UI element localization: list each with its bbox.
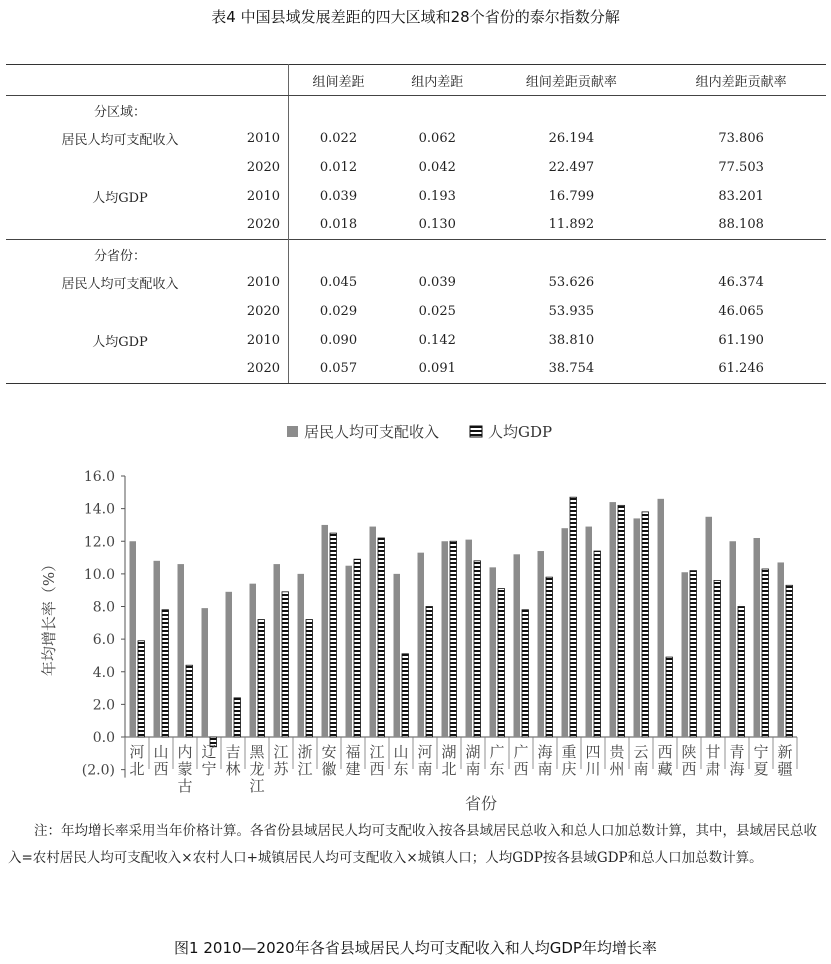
- year-cell: 2010: [234, 269, 289, 298]
- year-cell: 2010: [234, 326, 289, 355]
- y-tick-label: 12.0: [83, 534, 115, 551]
- table-row: [6, 297, 826, 326]
- x-tick-label: 青海: [729, 743, 745, 778]
- bar-income: [730, 541, 737, 737]
- value-cell: 0.012: [319, 159, 358, 175]
- y-axis-title: 年均增长率（%）: [40, 556, 58, 677]
- value-cell: 46.374: [718, 275, 764, 291]
- value-cell: 11.892: [548, 217, 595, 233]
- table-row: [6, 269, 826, 298]
- bar-income: [442, 541, 449, 737]
- value-cell: 0.130: [418, 217, 456, 233]
- header-cell: 组间差距: [289, 65, 388, 96]
- x-tick-label: 宁夏: [753, 743, 769, 778]
- x-tick-label: 浙江: [297, 743, 313, 778]
- bar-gdp: [138, 641, 145, 737]
- y-tick-label: 6.0: [92, 632, 115, 649]
- value-cell: 0.039: [319, 188, 358, 204]
- bar-gdp: [714, 580, 721, 737]
- value-cell: 0.057: [289, 354, 388, 383]
- value-cell: 0.042: [418, 159, 456, 175]
- empty-cell: [289, 96, 827, 125]
- value-cell: 61.246: [656, 354, 826, 383]
- value-cell: 22.497: [548, 159, 595, 175]
- bar-income: [610, 502, 617, 737]
- bar-gdp: [498, 589, 505, 737]
- bar-income: [466, 540, 473, 737]
- theil-index-table: [6, 64, 826, 384]
- year-cell: [234, 239, 289, 268]
- bar-income: [130, 541, 137, 737]
- x-tick-label: 安徽: [321, 743, 337, 778]
- bar-gdp: [474, 561, 481, 737]
- y-tick-label: 10.0: [83, 566, 115, 583]
- x-tick-label: 江苏: [273, 743, 289, 778]
- table-row: [6, 354, 826, 383]
- x-tick-label: 贵州: [609, 743, 625, 778]
- legend-gdp-label: 人均GDP: [488, 423, 553, 441]
- value-cell: 0.018: [319, 217, 358, 233]
- bar-gdp: [522, 610, 529, 737]
- growth-rate-bar-chart: [0, 410, 831, 820]
- x-tick-label: 山东: [393, 743, 409, 778]
- bar-gdp: [642, 512, 649, 737]
- x-tick-label: 河北: [129, 743, 145, 778]
- value-cell: 46.065: [718, 303, 764, 319]
- group-label-row: [6, 239, 826, 268]
- bar-gdp: [306, 620, 313, 737]
- bar-income: [682, 572, 689, 737]
- value-cell: 0.022: [319, 131, 358, 147]
- x-tick-label: 云南: [633, 743, 649, 778]
- indicator-cell: 人均GDP: [92, 190, 148, 206]
- x-tick-label: 内蒙古: [177, 743, 193, 795]
- year-cell: 2020: [234, 153, 289, 182]
- bar-gdp: [330, 533, 337, 737]
- bar-gdp: [762, 569, 769, 737]
- header-blank: [234, 65, 289, 96]
- indicator-cell: 居民人均可支配收入: [61, 277, 179, 293]
- group-label-row: [6, 96, 826, 125]
- bar-income: [346, 566, 353, 737]
- bar-income: [658, 499, 665, 737]
- year-cell: 2020: [234, 210, 289, 239]
- bar-gdp: [618, 505, 625, 737]
- chart-legend: [287, 423, 552, 441]
- value-cell: 16.799: [548, 188, 595, 204]
- year-cell: 2010: [234, 182, 289, 211]
- value-cell: 0.029: [319, 303, 358, 319]
- bar-income: [298, 574, 305, 737]
- bar-income: [490, 567, 497, 737]
- y-tick-label: 2.0: [92, 697, 115, 714]
- y-tick-label: (2.0): [81, 762, 115, 779]
- bar-gdp: [354, 559, 361, 737]
- value-cell: 0.045: [319, 275, 358, 291]
- value-cell: 38.810: [548, 332, 595, 348]
- bar-gdp: [402, 654, 409, 737]
- bar-gdp: [258, 620, 265, 737]
- x-tick-label: 河南: [417, 743, 433, 778]
- value-cell: 88.108: [718, 217, 764, 233]
- table-title: 表4 中国县域发展差距的四大区域和28个省份的泰尔指数分解: [211, 8, 620, 26]
- table-row: [6, 125, 826, 154]
- header-cell: 组内差距贡献率: [656, 65, 826, 96]
- value-cell: 77.503: [718, 159, 764, 175]
- x-tick-label: 重庆: [561, 743, 577, 778]
- indicator-cell: [6, 354, 234, 383]
- x-tick-label: 广东: [489, 743, 505, 778]
- indicator-cell: [6, 153, 234, 182]
- x-tick-label: 江西: [369, 743, 385, 778]
- bar-gdp: [738, 607, 745, 738]
- bar-gdp: [378, 538, 385, 737]
- year-cell: [234, 96, 289, 125]
- value-cell: 0.142: [418, 332, 456, 348]
- x-tick-label: 辽宁: [201, 743, 217, 778]
- figure-title: 图1 2010—2020年各省县域居民人均可支配收入和人均GDP年均增长率: [174, 939, 657, 957]
- value-cell: 53.935: [548, 303, 595, 319]
- x-axis-title: 省份: [464, 794, 498, 813]
- bar-gdp: [786, 585, 793, 737]
- bar-income: [706, 517, 713, 737]
- x-tick-label: 四川: [585, 743, 601, 778]
- bar-income: [778, 562, 785, 737]
- indicator-cell: 人均GDP: [92, 334, 148, 350]
- x-tick-label: 吉林: [225, 743, 241, 778]
- bar-income: [178, 564, 185, 737]
- value-cell: 0.091: [388, 354, 487, 383]
- chart-note: 注：年均增长率采用当年价格计算。各省份县域居民人均可支配收入按各县域居民总收入和总人口加总数计算，其中，县域居民总收入=农村居民人均可支配收入×农村人口+城镇居民人均可支配收入×城镇人口；人均GDP按各县域GDP和总人口加总数计算。: [8, 823, 817, 866]
- y-tick-label: 4.0: [92, 664, 115, 681]
- x-tick-label: 福建: [345, 743, 361, 778]
- bar-income: [370, 527, 377, 737]
- year-cell: 2020: [234, 297, 289, 326]
- bar-income: [154, 561, 161, 737]
- bar-income: [586, 527, 593, 737]
- y-tick-label: 14.0: [83, 501, 115, 518]
- y-tick-label: 8.0: [92, 599, 115, 616]
- value-cell: 53.626: [548, 275, 595, 291]
- group-label: 分省份：: [6, 239, 234, 268]
- bar-income: [394, 574, 401, 737]
- bar-income: [274, 564, 281, 737]
- x-tick-label: 陕西: [681, 743, 697, 778]
- legend-income-swatch: [287, 426, 298, 437]
- bar-income: [418, 553, 425, 737]
- value-cell: 0.193: [418, 188, 456, 204]
- value-cell: 0.039: [418, 275, 456, 291]
- bar-income: [538, 551, 545, 737]
- bar-income: [322, 525, 329, 737]
- bar-gdp: [186, 665, 193, 737]
- bar-gdp: [570, 497, 577, 737]
- bar-gdp: [594, 551, 601, 737]
- value-cell: 0.025: [418, 303, 456, 319]
- bar-gdp: [162, 610, 169, 737]
- x-tick-label: 湖南: [465, 743, 481, 778]
- indicator-cell: 居民人均可支配收入: [61, 133, 179, 149]
- y-tick-label: 16.0: [83, 469, 115, 485]
- table-row: [6, 153, 826, 182]
- x-tick-label: 湖北: [441, 743, 457, 778]
- year-cell: 2020: [234, 354, 289, 383]
- bar-income: [250, 584, 257, 737]
- bar-gdp: [426, 607, 433, 738]
- legend-gdp-swatch: [470, 426, 482, 437]
- year-cell: 2010: [234, 125, 289, 154]
- bar-gdp: [666, 657, 673, 737]
- value-cell: 0.062: [418, 131, 456, 147]
- bar-gdp: [546, 577, 553, 737]
- value-cell: 38.754: [487, 354, 657, 383]
- bar-gdp: [690, 571, 697, 737]
- bar-income: [634, 518, 641, 737]
- value-cell: 61.190: [718, 332, 764, 348]
- value-cell: 73.806: [718, 131, 764, 147]
- indicator-cell: [6, 297, 234, 326]
- bar-income: [514, 554, 521, 737]
- x-tick-label: 海南: [537, 743, 553, 778]
- header-cell: 组间差距贡献率: [487, 65, 657, 96]
- plot-area: [40, 469, 797, 813]
- group-label: 分区域：: [93, 104, 146, 120]
- empty-cell: [289, 239, 827, 268]
- x-tick-label: 广西: [513, 743, 529, 778]
- bar-income: [754, 538, 761, 737]
- table-row: [6, 182, 826, 211]
- x-tick-label: 黑龙江: [249, 743, 265, 795]
- value-cell: 0.090: [319, 332, 358, 348]
- bar-gdp: [234, 698, 241, 737]
- x-tick-label: 新疆: [777, 743, 793, 778]
- x-tick-label: 山西: [153, 743, 169, 778]
- value-cell: 26.194: [548, 131, 595, 147]
- x-tick-label: 西藏: [657, 743, 673, 778]
- value-cell: 83.201: [718, 188, 764, 204]
- header-blank: [6, 65, 234, 96]
- bar-income: [562, 528, 569, 737]
- legend-income-label: 居民人均可支配收入: [304, 423, 440, 441]
- table-row: [6, 326, 826, 355]
- bar-gdp: [282, 592, 289, 737]
- header-cell: 组内差距: [388, 65, 487, 96]
- table-header-row: [6, 65, 826, 96]
- x-tick-label: 甘肃: [705, 743, 721, 778]
- bar-income: [226, 592, 233, 737]
- y-tick-label: 0.0: [92, 730, 115, 746]
- bar-income: [202, 608, 209, 737]
- table-row: [6, 210, 826, 239]
- bar-gdp: [450, 541, 457, 737]
- indicator-cell: [6, 210, 234, 239]
